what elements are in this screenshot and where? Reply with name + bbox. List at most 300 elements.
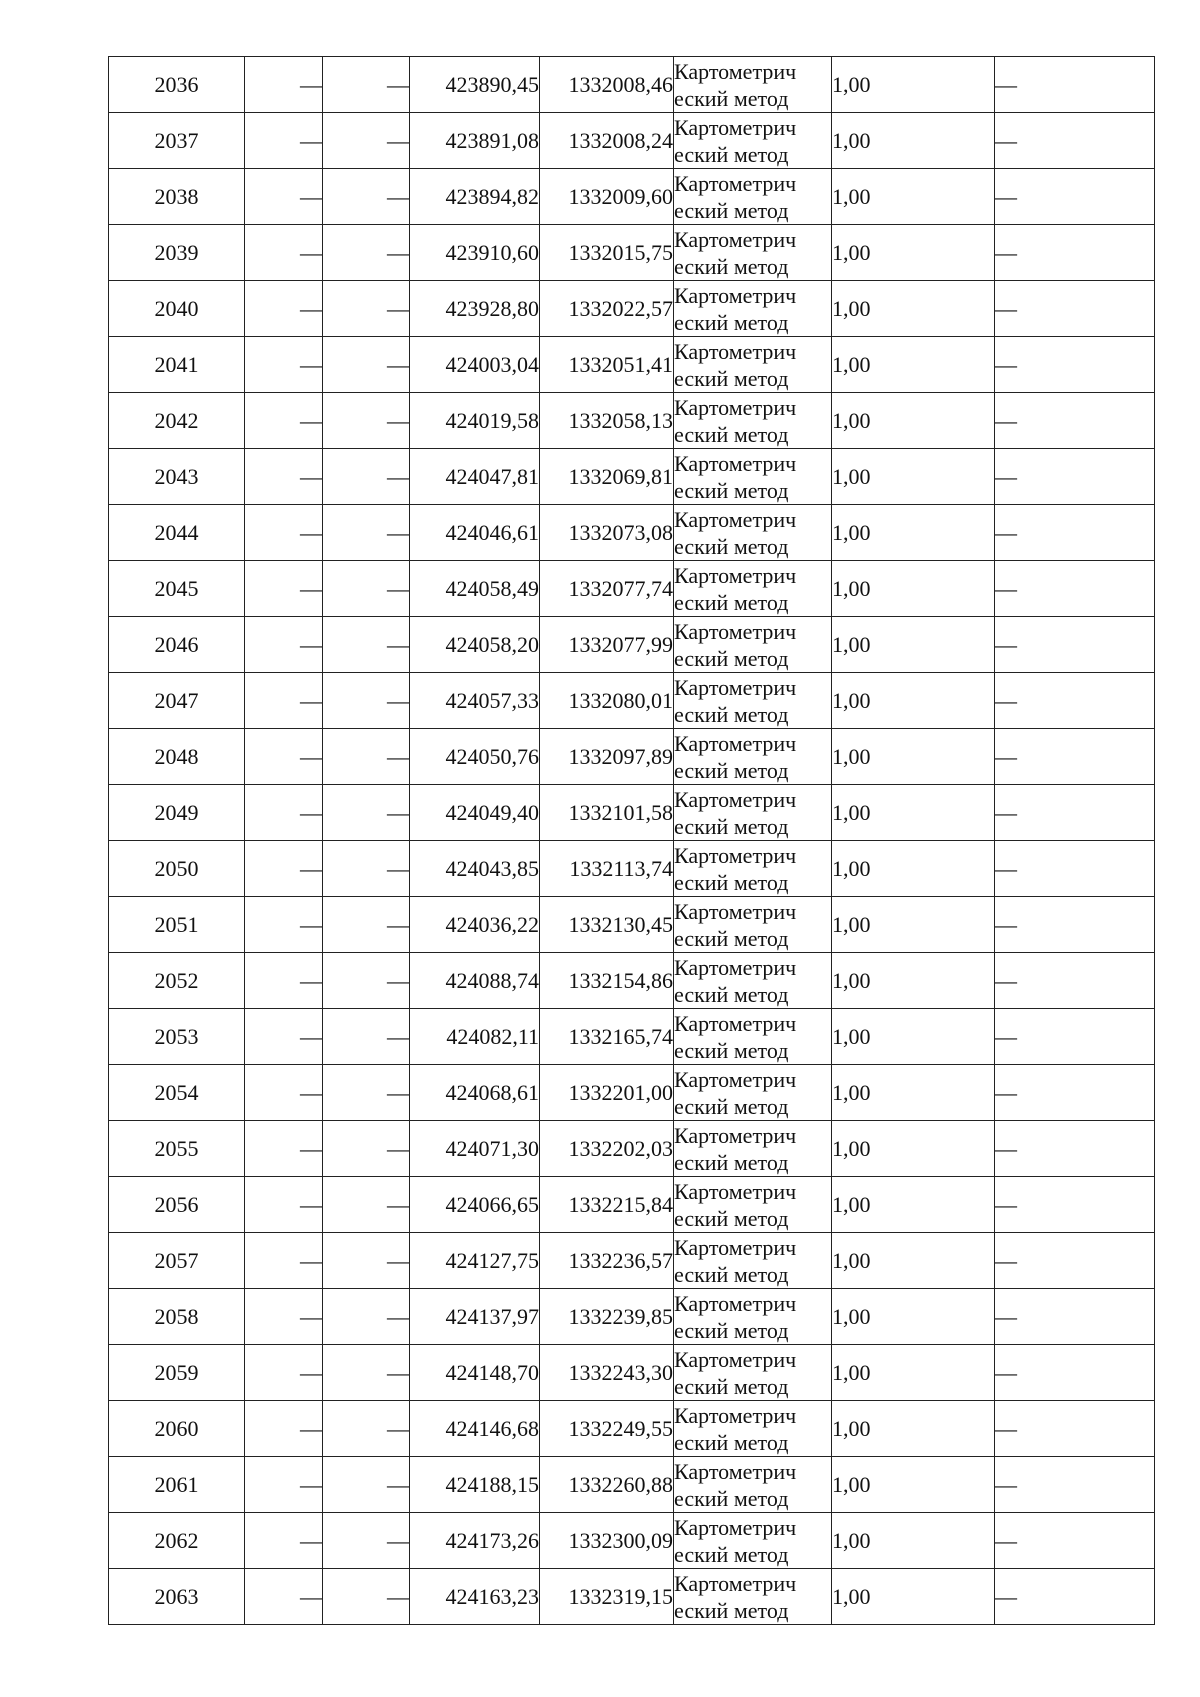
dash-cell-2: — xyxy=(245,1065,323,1121)
description-cell: — xyxy=(995,841,1155,897)
method-cell xyxy=(674,1513,832,1569)
y-coordinate-cell: 1332243,30 xyxy=(540,1345,674,1401)
method-cell xyxy=(674,673,832,729)
x-coordinate-cell: 424046,61 xyxy=(410,505,540,561)
method-line-1: Картометрич xyxy=(674,1402,797,1428)
method-line-2: еский метод xyxy=(674,589,789,615)
table-row xyxy=(109,393,1155,449)
dash-cell-3: — xyxy=(323,953,410,1009)
dash-cell-3: — xyxy=(323,729,410,785)
dash-cell-3: — xyxy=(323,897,410,953)
point-number-cell: 2046 xyxy=(109,617,245,673)
table-row xyxy=(109,1065,1155,1121)
method-line-1: Картометрич xyxy=(674,898,797,924)
table-row xyxy=(109,953,1155,1009)
x-coordinate-cell: 424036,22 xyxy=(410,897,540,953)
dash-cell-2: — xyxy=(245,1401,323,1457)
method-cell xyxy=(674,729,832,785)
y-coordinate-cell: 1332113,74 xyxy=(540,841,674,897)
description-cell: — xyxy=(995,1009,1155,1065)
dash-cell-2: — xyxy=(245,449,323,505)
y-coordinate-cell: 1332080,01 xyxy=(540,673,674,729)
description-cell: — xyxy=(995,169,1155,225)
table-row xyxy=(109,1569,1155,1625)
description-cell: — xyxy=(995,449,1155,505)
accuracy-cell: 1,00 xyxy=(832,1513,995,1569)
table-row xyxy=(109,785,1155,841)
method-line-1: Картометрич xyxy=(674,674,797,700)
dash-cell-2: — xyxy=(245,1121,323,1177)
y-coordinate-cell: 1332215,84 xyxy=(540,1177,674,1233)
method-cell xyxy=(674,225,832,281)
accuracy-cell: 1,00 xyxy=(832,673,995,729)
description-cell: — xyxy=(995,1401,1155,1457)
method-line-2: еский метод xyxy=(674,925,789,951)
description-cell: — xyxy=(995,1289,1155,1345)
accuracy-cell: 1,00 xyxy=(832,953,995,1009)
y-coordinate-cell: 1332009,60 xyxy=(540,169,674,225)
dash-cell-3: — xyxy=(323,1569,410,1625)
description-cell: — xyxy=(995,225,1155,281)
x-coordinate-cell: 424163,23 xyxy=(410,1569,540,1625)
x-coordinate-cell: 424068,61 xyxy=(410,1065,540,1121)
method-line-1: Картометрич xyxy=(674,1234,797,1260)
method-line-1: Картометрич xyxy=(674,394,797,420)
y-coordinate-cell: 1332201,00 xyxy=(540,1065,674,1121)
x-coordinate-cell: 423890,45 xyxy=(410,57,540,113)
y-coordinate-cell: 1332077,99 xyxy=(540,617,674,673)
method-line-2: еский метод xyxy=(674,701,789,727)
method-cell xyxy=(674,57,832,113)
dash-cell-3: — xyxy=(323,1233,410,1289)
description-cell: — xyxy=(995,1513,1155,1569)
method-line-2: еский метод xyxy=(674,813,789,839)
y-coordinate-cell: 1332069,81 xyxy=(540,449,674,505)
accuracy-cell: 1,00 xyxy=(832,281,995,337)
dash-cell-3: — xyxy=(323,169,410,225)
description-cell: — xyxy=(995,1569,1155,1625)
point-number-cell: 2050 xyxy=(109,841,245,897)
method-cell xyxy=(674,1009,832,1065)
table-row xyxy=(109,225,1155,281)
x-coordinate-cell: 423910,60 xyxy=(410,225,540,281)
description-cell: — xyxy=(995,113,1155,169)
method-line-2: еский метод xyxy=(674,365,789,391)
dash-cell-3: — xyxy=(323,1177,410,1233)
y-coordinate-cell: 1332165,74 xyxy=(540,1009,674,1065)
x-coordinate-cell: 424058,49 xyxy=(410,561,540,617)
description-cell: — xyxy=(995,505,1155,561)
point-number-cell: 2042 xyxy=(109,393,245,449)
description-cell: — xyxy=(995,393,1155,449)
table-row xyxy=(109,561,1155,617)
method-cell xyxy=(674,1289,832,1345)
dash-cell-2: — xyxy=(245,281,323,337)
method-line-1: Картометрич xyxy=(674,618,797,644)
description-cell: — xyxy=(995,729,1155,785)
accuracy-cell: 1,00 xyxy=(832,393,995,449)
accuracy-cell: 1,00 xyxy=(832,113,995,169)
x-coordinate-cell: 424047,81 xyxy=(410,449,540,505)
method-line-1: Картометрич xyxy=(674,338,797,364)
method-line-2: еский метод xyxy=(674,197,789,223)
dash-cell-2: — xyxy=(245,1513,323,1569)
method-line-1: Картометрич xyxy=(674,226,797,252)
method-line-1: Картометрич xyxy=(674,1570,797,1596)
dash-cell-3: — xyxy=(323,1009,410,1065)
description-cell: — xyxy=(995,1065,1155,1121)
method-line-2: еский метод xyxy=(674,1205,789,1231)
point-number-cell: 2040 xyxy=(109,281,245,337)
dash-cell-3: — xyxy=(323,449,410,505)
method-line-1: Картометрич xyxy=(674,1514,797,1540)
accuracy-cell: 1,00 xyxy=(832,1569,995,1625)
accuracy-cell: 1,00 xyxy=(832,1065,995,1121)
accuracy-cell: 1,00 xyxy=(832,729,995,785)
dash-cell-3: — xyxy=(323,337,410,393)
description-cell: — xyxy=(995,57,1155,113)
point-number-cell: 2041 xyxy=(109,337,245,393)
description-cell: — xyxy=(995,1457,1155,1513)
description-cell: — xyxy=(995,785,1155,841)
method-line-2: еский метод xyxy=(674,141,789,167)
dash-cell-2: — xyxy=(245,1233,323,1289)
y-coordinate-cell: 1332008,46 xyxy=(540,57,674,113)
method-line-1: Картометрич xyxy=(674,842,797,868)
dash-cell-2: — xyxy=(245,169,323,225)
x-coordinate-cell: 423891,08 xyxy=(410,113,540,169)
dash-cell-2: — xyxy=(245,897,323,953)
dash-cell-3: — xyxy=(323,225,410,281)
point-number-cell: 2056 xyxy=(109,1177,245,1233)
table-row xyxy=(109,1457,1155,1513)
table-row xyxy=(109,1009,1155,1065)
coordinates-table xyxy=(108,56,1155,1625)
y-coordinate-cell: 1332154,86 xyxy=(540,953,674,1009)
method-line-2: еский метод xyxy=(674,757,789,783)
method-cell xyxy=(674,897,832,953)
point-number-cell: 2063 xyxy=(109,1569,245,1625)
x-coordinate-cell: 424146,68 xyxy=(410,1401,540,1457)
table-row xyxy=(109,1513,1155,1569)
method-line-1: Картометрич xyxy=(674,1178,797,1204)
method-line-2: еский метод xyxy=(674,1037,789,1063)
table-row xyxy=(109,673,1155,729)
point-number-cell: 2058 xyxy=(109,1289,245,1345)
method-line-2: еский метод xyxy=(674,477,789,503)
dash-cell-3: — xyxy=(323,1345,410,1401)
method-cell xyxy=(674,393,832,449)
x-coordinate-cell: 424088,74 xyxy=(410,953,540,1009)
accuracy-cell: 1,00 xyxy=(832,785,995,841)
table-row xyxy=(109,1345,1155,1401)
x-coordinate-cell: 424049,40 xyxy=(410,785,540,841)
point-number-cell: 2036 xyxy=(109,57,245,113)
x-coordinate-cell: 424050,76 xyxy=(410,729,540,785)
dash-cell-2: — xyxy=(245,953,323,1009)
table-row xyxy=(109,57,1155,113)
point-number-cell: 2060 xyxy=(109,1401,245,1457)
point-number-cell: 2043 xyxy=(109,449,245,505)
method-cell xyxy=(674,1345,832,1401)
x-coordinate-cell: 424058,20 xyxy=(410,617,540,673)
point-number-cell: 2044 xyxy=(109,505,245,561)
description-cell: — xyxy=(995,617,1155,673)
method-line-2: еский метод xyxy=(674,421,789,447)
accuracy-cell: 1,00 xyxy=(832,841,995,897)
table-row xyxy=(109,169,1155,225)
dash-cell-3: — xyxy=(323,57,410,113)
method-line-2: еский метод xyxy=(674,981,789,1007)
table-row xyxy=(109,449,1155,505)
method-line-1: Картометрич xyxy=(674,954,797,980)
method-line-1: Картометрич xyxy=(674,1066,797,1092)
method-cell xyxy=(674,1457,832,1513)
point-number-cell: 2054 xyxy=(109,1065,245,1121)
description-cell: — xyxy=(995,897,1155,953)
method-line-2: еский метод xyxy=(674,1093,789,1119)
description-cell: — xyxy=(995,1345,1155,1401)
dash-cell-2: — xyxy=(245,57,323,113)
accuracy-cell: 1,00 xyxy=(832,1009,995,1065)
y-coordinate-cell: 1332249,55 xyxy=(540,1401,674,1457)
method-cell xyxy=(674,841,832,897)
method-line-1: Картометрич xyxy=(674,114,797,140)
dash-cell-3: — xyxy=(323,785,410,841)
table-row xyxy=(109,113,1155,169)
accuracy-cell: 1,00 xyxy=(832,561,995,617)
x-coordinate-cell: 423894,82 xyxy=(410,169,540,225)
y-coordinate-cell: 1332319,15 xyxy=(540,1569,674,1625)
method-cell xyxy=(674,953,832,1009)
method-line-2: еский метод xyxy=(674,1261,789,1287)
dash-cell-2: — xyxy=(245,785,323,841)
table-body xyxy=(109,57,1155,1625)
description-cell: — xyxy=(995,1177,1155,1233)
method-line-2: еский метод xyxy=(674,85,789,111)
description-cell: — xyxy=(995,1233,1155,1289)
accuracy-cell: 1,00 xyxy=(832,337,995,393)
method-line-1: Картометрич xyxy=(674,1010,797,1036)
y-coordinate-cell: 1332008,24 xyxy=(540,113,674,169)
point-number-cell: 2045 xyxy=(109,561,245,617)
dash-cell-3: — xyxy=(323,1513,410,1569)
method-line-1: Картометрич xyxy=(674,1346,797,1372)
method-line-2: еский метод xyxy=(674,1317,789,1343)
dash-cell-2: — xyxy=(245,337,323,393)
method-line-2: еский метод xyxy=(674,1485,789,1511)
point-number-cell: 2057 xyxy=(109,1233,245,1289)
x-coordinate-cell: 424057,33 xyxy=(410,673,540,729)
dash-cell-3: — xyxy=(323,841,410,897)
y-coordinate-cell: 1332073,08 xyxy=(540,505,674,561)
dash-cell-2: — xyxy=(245,729,323,785)
method-cell xyxy=(674,617,832,673)
dash-cell-3: — xyxy=(323,1401,410,1457)
dash-cell-2: — xyxy=(245,1569,323,1625)
dash-cell-3: — xyxy=(323,561,410,617)
accuracy-cell: 1,00 xyxy=(832,897,995,953)
method-line-1: Картометрич xyxy=(674,1290,797,1316)
y-coordinate-cell: 1332300,09 xyxy=(540,1513,674,1569)
dash-cell-2: — xyxy=(245,841,323,897)
y-coordinate-cell: 1332239,85 xyxy=(540,1289,674,1345)
description-cell: — xyxy=(995,337,1155,393)
description-cell: — xyxy=(995,673,1155,729)
y-coordinate-cell: 1332015,75 xyxy=(540,225,674,281)
method-line-2: еский метод xyxy=(674,533,789,559)
table-row xyxy=(109,897,1155,953)
method-line-2: еский метод xyxy=(674,253,789,279)
dash-cell-3: — xyxy=(323,617,410,673)
method-line-1: Картометрич xyxy=(674,730,797,756)
accuracy-cell: 1,00 xyxy=(832,505,995,561)
method-line-2: еский метод xyxy=(674,869,789,895)
x-coordinate-cell: 424188,15 xyxy=(410,1457,540,1513)
method-cell xyxy=(674,785,832,841)
y-coordinate-cell: 1332022,57 xyxy=(540,281,674,337)
accuracy-cell: 1,00 xyxy=(832,1121,995,1177)
y-coordinate-cell: 1332130,45 xyxy=(540,897,674,953)
method-line-2: еский метод xyxy=(674,1149,789,1175)
x-coordinate-cell: 424071,30 xyxy=(410,1121,540,1177)
table-row xyxy=(109,505,1155,561)
dash-cell-2: — xyxy=(245,561,323,617)
dash-cell-2: — xyxy=(245,1177,323,1233)
y-coordinate-cell: 1332058,13 xyxy=(540,393,674,449)
method-line-1: Картометрич xyxy=(674,786,797,812)
dash-cell-3: — xyxy=(323,113,410,169)
point-number-cell: 2037 xyxy=(109,113,245,169)
method-line-1: Картометрич xyxy=(674,170,797,196)
method-line-2: еский метод xyxy=(674,309,789,335)
point-number-cell: 2055 xyxy=(109,1121,245,1177)
dash-cell-3: — xyxy=(323,281,410,337)
table-row xyxy=(109,729,1155,785)
method-cell xyxy=(674,449,832,505)
dash-cell-2: — xyxy=(245,1009,323,1065)
y-coordinate-cell: 1332051,41 xyxy=(540,337,674,393)
method-cell xyxy=(674,337,832,393)
method-line-2: еский метод xyxy=(674,1429,789,1455)
dash-cell-2: — xyxy=(245,113,323,169)
accuracy-cell: 1,00 xyxy=(832,617,995,673)
point-number-cell: 2047 xyxy=(109,673,245,729)
method-cell xyxy=(674,1121,832,1177)
dash-cell-3: — xyxy=(323,1289,410,1345)
method-line-1: Картометрич xyxy=(674,450,797,476)
x-coordinate-cell: 424148,70 xyxy=(410,1345,540,1401)
point-number-cell: 2062 xyxy=(109,1513,245,1569)
point-number-cell: 2049 xyxy=(109,785,245,841)
method-line-1: Картометрич xyxy=(674,1458,797,1484)
method-cell xyxy=(674,113,832,169)
accuracy-cell: 1,00 xyxy=(832,1401,995,1457)
accuracy-cell: 1,00 xyxy=(832,1289,995,1345)
dash-cell-2: — xyxy=(245,393,323,449)
method-cell xyxy=(674,1401,832,1457)
x-coordinate-cell: 424137,97 xyxy=(410,1289,540,1345)
accuracy-cell: 1,00 xyxy=(832,1457,995,1513)
method-line-1: Картометрич xyxy=(674,282,797,308)
table-row xyxy=(109,337,1155,393)
accuracy-cell: 1,00 xyxy=(832,225,995,281)
method-cell xyxy=(674,1233,832,1289)
dash-cell-3: — xyxy=(323,1065,410,1121)
point-number-cell: 2061 xyxy=(109,1457,245,1513)
accuracy-cell: 1,00 xyxy=(832,1177,995,1233)
point-number-cell: 2059 xyxy=(109,1345,245,1401)
table-row xyxy=(109,1177,1155,1233)
accuracy-cell: 1,00 xyxy=(832,449,995,505)
dash-cell-3: — xyxy=(323,393,410,449)
dash-cell-2: — xyxy=(245,617,323,673)
point-number-cell: 2053 xyxy=(109,1009,245,1065)
dash-cell-2: — xyxy=(245,225,323,281)
table-row xyxy=(109,841,1155,897)
dash-cell-2: — xyxy=(245,673,323,729)
y-coordinate-cell: 1332202,03 xyxy=(540,1121,674,1177)
x-coordinate-cell: 424127,75 xyxy=(410,1233,540,1289)
table-row xyxy=(109,281,1155,337)
table-row xyxy=(109,617,1155,673)
point-number-cell: 2052 xyxy=(109,953,245,1009)
description-cell: — xyxy=(995,1121,1155,1177)
method-line-1: Картометрич xyxy=(674,506,797,532)
dash-cell-2: — xyxy=(245,1345,323,1401)
method-line-2: еский метод xyxy=(674,1541,789,1567)
method-line-2: еский метод xyxy=(674,1373,789,1399)
y-coordinate-cell: 1332097,89 xyxy=(540,729,674,785)
method-cell xyxy=(674,1065,832,1121)
point-number-cell: 2038 xyxy=(109,169,245,225)
dash-cell-3: — xyxy=(323,1121,410,1177)
method-cell xyxy=(674,505,832,561)
x-coordinate-cell: 423928,80 xyxy=(410,281,540,337)
method-line-1: Картометрич xyxy=(674,58,797,84)
x-coordinate-cell: 424082,11 xyxy=(410,1009,540,1065)
description-cell: — xyxy=(995,953,1155,1009)
method-line-2: еский метод xyxy=(674,645,789,671)
table-row xyxy=(109,1289,1155,1345)
description-cell: — xyxy=(995,561,1155,617)
accuracy-cell: 1,00 xyxy=(832,1233,995,1289)
y-coordinate-cell: 1332236,57 xyxy=(540,1233,674,1289)
method-line-1: Картометрич xyxy=(674,1122,797,1148)
x-coordinate-cell: 424066,65 xyxy=(410,1177,540,1233)
y-coordinate-cell: 1332101,58 xyxy=(540,785,674,841)
y-coordinate-cell: 1332260,88 xyxy=(540,1457,674,1513)
x-coordinate-cell: 424019,58 xyxy=(410,393,540,449)
x-coordinate-cell: 424043,85 xyxy=(410,841,540,897)
point-number-cell: 2048 xyxy=(109,729,245,785)
method-cell xyxy=(674,561,832,617)
method-cell xyxy=(674,1569,832,1625)
dash-cell-2: — xyxy=(245,505,323,561)
dash-cell-2: — xyxy=(245,1457,323,1513)
method-cell xyxy=(674,1177,832,1233)
table-row xyxy=(109,1233,1155,1289)
accuracy-cell: 1,00 xyxy=(832,57,995,113)
table-row xyxy=(109,1401,1155,1457)
dash-cell-3: — xyxy=(323,505,410,561)
description-cell: — xyxy=(995,281,1155,337)
x-coordinate-cell: 424003,04 xyxy=(410,337,540,393)
accuracy-cell: 1,00 xyxy=(832,1345,995,1401)
dash-cell-3: — xyxy=(323,673,410,729)
dash-cell-2: — xyxy=(245,1289,323,1345)
point-number-cell: 2051 xyxy=(109,897,245,953)
